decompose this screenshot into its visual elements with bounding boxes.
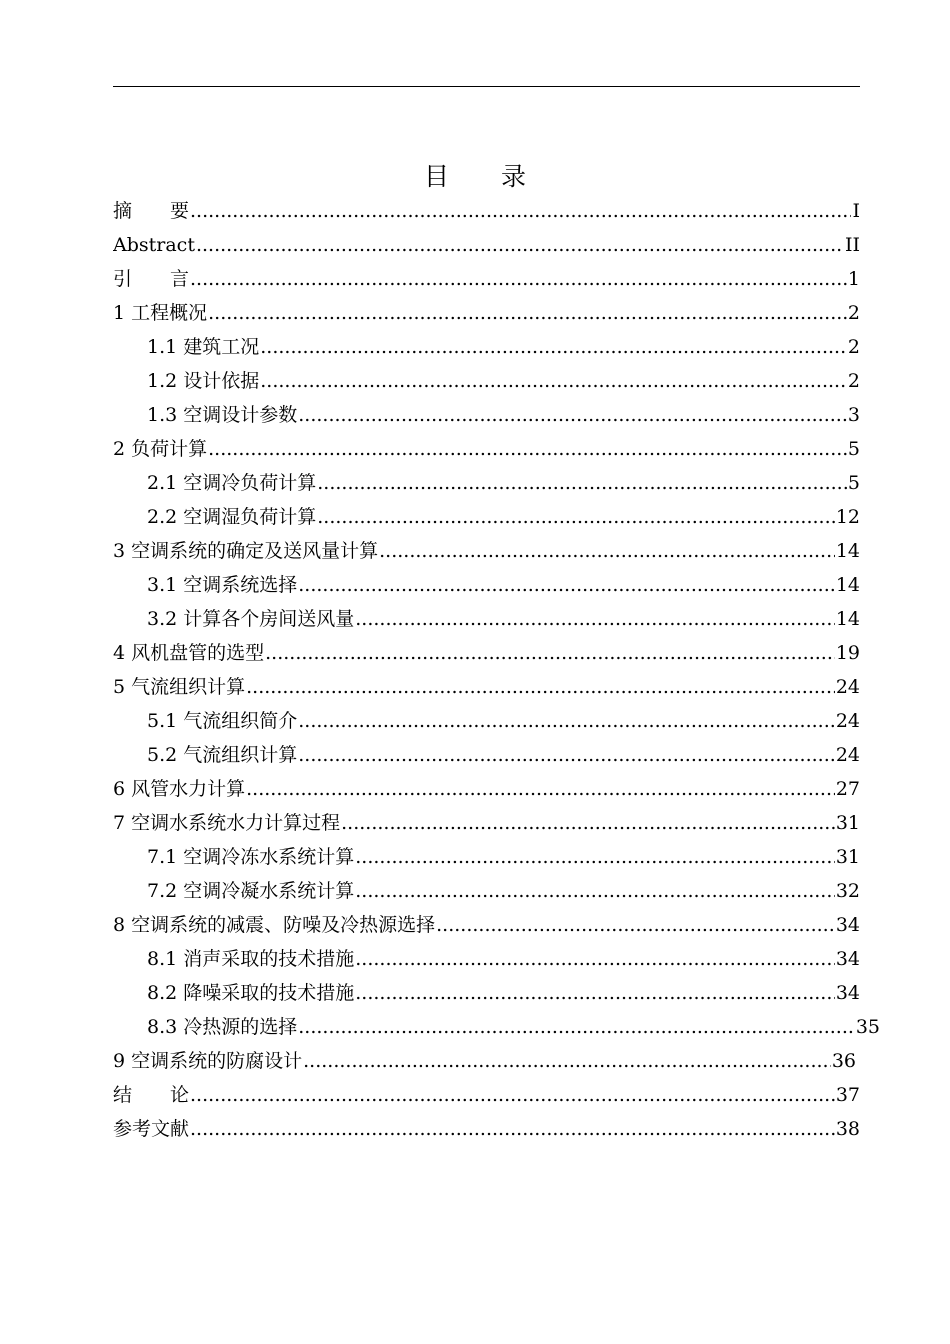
toc-entry[interactable] (113, 228, 860, 262)
toc-leader-dots (208, 296, 847, 330)
toc-entry-label: 8.2 降噪采取的技术措施 (147, 982, 355, 1004)
toc-entry-page: 3 (847, 404, 860, 426)
toc-entry-label: Abstract (113, 234, 195, 256)
toc-entry-label: 3.2 计算各个房间送风量 (147, 608, 355, 630)
toc-entry-page: II (844, 234, 860, 256)
toc-leader-dots (298, 398, 847, 432)
toc-entry-label: 2.1 空调冷负荷计算 (147, 472, 317, 494)
toc-leader-dots (355, 874, 835, 908)
toc-entry-label: 1.2 设计依据 (147, 370, 260, 392)
toc-entry-page: 24 (835, 744, 860, 766)
toc-leader-dots (190, 194, 851, 228)
toc-entry-page: 1 (847, 268, 860, 290)
toc-entry-page: 19 (835, 642, 860, 664)
toc-leader-dots (190, 262, 847, 296)
toc-entry[interactable] (113, 1010, 880, 1044)
toc-entry-page: 37 (835, 1084, 860, 1106)
toc-entry-label: 8.1 消声采取的技术措施 (147, 948, 355, 970)
toc-leader-dots (190, 1078, 835, 1112)
title-char-right: 录 (501, 162, 527, 191)
toc-entry[interactable] (113, 296, 860, 330)
toc-entry-label: 7 空调水系统水力计算过程 (113, 812, 341, 834)
toc-leader-dots (265, 636, 835, 670)
toc-entry-label: 1.3 空调设计参数 (147, 404, 298, 426)
toc-entry-label: 结 论 (113, 1084, 190, 1106)
toc-entry-label: 7.1 空调冷冻水系统计算 (147, 846, 355, 868)
toc-leader-dots (355, 976, 835, 1010)
toc-entry-page: 38 (835, 1118, 860, 1140)
toc-leader-dots (208, 432, 847, 466)
toc-entry-page: 12 (835, 506, 860, 528)
toc-leader-dots (260, 364, 847, 398)
header-rule (113, 86, 860, 87)
toc-entry-page: 36 (831, 1050, 856, 1072)
toc-leader-dots (196, 228, 844, 262)
toc-entry[interactable] (113, 840, 860, 874)
toc-entry[interactable] (113, 1112, 860, 1146)
toc-entry-label: 5.1 气流组织简介 (147, 710, 298, 732)
toc-entry[interactable] (113, 194, 860, 228)
toc-entry-page: 34 (835, 948, 860, 970)
toc-entry[interactable] (113, 806, 860, 840)
toc-entry-page: 31 (835, 846, 860, 868)
toc-entry-page: 14 (835, 540, 860, 562)
title-char-left: 目 (423, 162, 449, 191)
toc-entry[interactable] (113, 636, 860, 670)
toc-entry[interactable] (113, 670, 860, 704)
toc-entry-label: 8.3 冷热源的选择 (147, 1016, 298, 1038)
toc-leader-dots (246, 670, 835, 704)
toc-leader-dots (317, 466, 847, 500)
toc-entry[interactable] (113, 466, 860, 500)
toc-leader-dots (341, 806, 835, 840)
toc-entry-label: 3 空调系统的确定及送风量计算 (113, 540, 379, 562)
toc-entry[interactable] (113, 500, 860, 534)
toc-entry[interactable] (113, 874, 860, 908)
toc-entry-label: 9 空调系统的防腐设计 (113, 1050, 303, 1072)
toc-entry-page: 34 (835, 982, 860, 1004)
toc-leader-dots (298, 1010, 855, 1044)
toc-entry-page: 14 (835, 574, 860, 596)
toc-entry-label: 2.2 空调湿负荷计算 (147, 506, 317, 528)
toc-entry-page: 2 (847, 302, 860, 324)
table-of-contents (113, 194, 880, 1146)
toc-entry-label: 参考文献 (113, 1118, 190, 1140)
toc-leader-dots (246, 772, 835, 806)
toc-entry[interactable] (113, 568, 860, 602)
toc-leader-dots (303, 1044, 831, 1078)
page-title (0, 160, 950, 194)
toc-entry[interactable] (113, 398, 860, 432)
toc-entry-label: 6 风管水力计算 (113, 778, 246, 800)
toc-entry-page: 24 (835, 676, 860, 698)
toc-entry-label: 摘 要 (113, 200, 190, 222)
toc-entry-label: 4 风机盘管的选型 (113, 642, 265, 664)
toc-entry[interactable] (113, 432, 860, 466)
toc-entry-label: 1.1 建筑工况 (147, 336, 260, 358)
toc-leader-dots (317, 500, 835, 534)
toc-leader-dots (260, 330, 847, 364)
toc-entry-page: 34 (835, 914, 860, 936)
toc-leader-dots (355, 942, 835, 976)
toc-entry[interactable] (113, 772, 860, 806)
toc-entry[interactable] (113, 738, 860, 772)
toc-leader-dots (379, 534, 835, 568)
toc-entry-page: I (852, 200, 860, 222)
toc-entry[interactable] (113, 704, 860, 738)
toc-entry-page: 5 (847, 472, 860, 494)
toc-entry-label: 5.2 气流组织计算 (147, 744, 298, 766)
toc-entry-page: 5 (847, 438, 860, 460)
toc-entry[interactable] (113, 976, 860, 1010)
toc-leader-dots (355, 602, 835, 636)
toc-entry[interactable] (113, 942, 860, 976)
toc-leader-dots (298, 738, 835, 772)
toc-leader-dots (298, 568, 835, 602)
toc-entry[interactable] (113, 1044, 856, 1078)
toc-entry-label: 2 负荷计算 (113, 438, 208, 460)
toc-entry-page: 35 (855, 1016, 880, 1038)
toc-entry-page: 24 (835, 710, 860, 732)
toc-entry-label: 5 气流组织计算 (113, 676, 246, 698)
toc-entry[interactable] (113, 908, 860, 942)
toc-entry[interactable] (113, 534, 860, 568)
toc-entry[interactable] (113, 1078, 860, 1112)
toc-entry[interactable] (113, 602, 860, 636)
toc-leader-dots (355, 840, 835, 874)
toc-entry[interactable] (113, 262, 860, 296)
toc-entry-label: 3.1 空调系统选择 (147, 574, 298, 596)
toc-leader-dots (436, 908, 835, 942)
toc-entry-page: 14 (835, 608, 860, 630)
toc-entry-label: 7.2 空调冷凝水系统计算 (147, 880, 355, 902)
toc-entry-label: 引 言 (113, 268, 190, 290)
toc-entry-page: 32 (835, 880, 860, 902)
toc-entry-label: 1 工程概况 (113, 302, 208, 324)
toc-entry-page: 2 (847, 336, 860, 358)
toc-entry-page: 2 (847, 370, 860, 392)
toc-entry-label: 8 空调系统的减震、防噪及冷热源选择 (113, 914, 436, 936)
toc-entry-page: 27 (835, 778, 860, 800)
toc-entry[interactable] (113, 364, 860, 398)
toc-leader-dots (298, 704, 835, 738)
toc-entry[interactable] (113, 330, 860, 364)
toc-entry-page: 31 (835, 812, 860, 834)
toc-leader-dots (190, 1112, 835, 1146)
